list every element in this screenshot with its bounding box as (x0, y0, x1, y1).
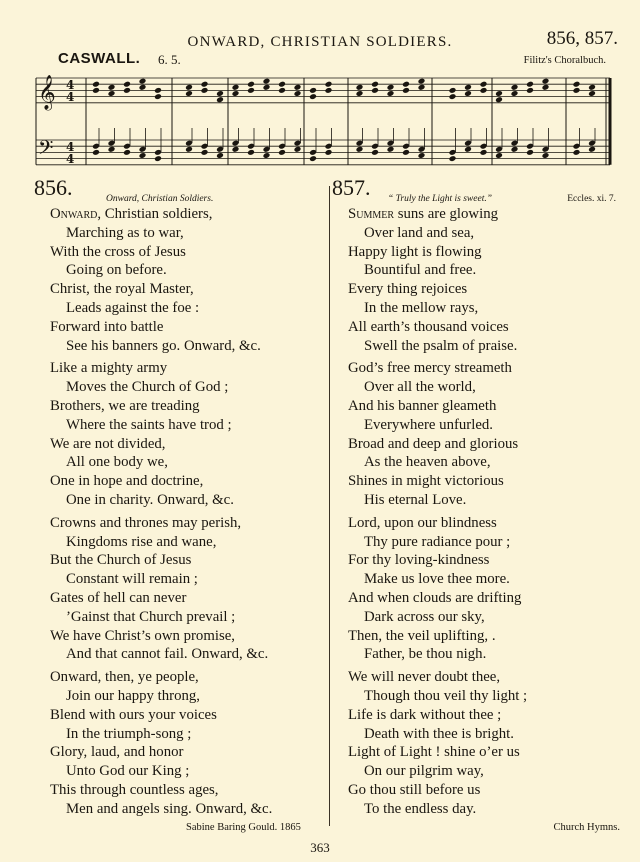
verse-line: Unto God our King ; (66, 763, 190, 780)
note-head (356, 90, 364, 97)
note-head (387, 146, 395, 153)
note-head (573, 87, 581, 94)
note-head (92, 87, 100, 94)
clef-icon: 𝄢 (38, 136, 54, 164)
note-head (495, 152, 503, 159)
verse-line: Make us love thee more. (364, 571, 510, 588)
verse-line: Brothers, we are treading (50, 397, 200, 414)
note-head (402, 149, 410, 156)
verse-line: Every thing rejoices (348, 281, 468, 298)
verse-line: ’Gainst that Church prevail ; (66, 608, 236, 625)
note-head (278, 149, 286, 156)
verse-line: In the triumph-song ; (66, 725, 192, 742)
note-head (356, 84, 364, 91)
verse-line: God’s free mercy streameth (348, 360, 512, 377)
note-head (480, 149, 488, 156)
hymn-subtitle: “ Truly the Light is sweet.” (388, 194, 492, 204)
note-head (92, 149, 100, 156)
note-head (123, 149, 131, 156)
verse-line: With the cross of Jesus (50, 243, 186, 260)
note-head (309, 87, 317, 94)
verse-line: Death with thee is bright. (364, 725, 514, 742)
note-head (185, 90, 193, 97)
note-head (216, 90, 224, 97)
note-head (294, 84, 302, 91)
verse-line: One in charity. Onward, &c. (66, 491, 234, 508)
note-head (139, 152, 147, 159)
note-head (263, 78, 271, 85)
note-head (123, 81, 131, 88)
tune-source: Filitz's Choralbuch. (523, 55, 606, 66)
music-score (30, 66, 620, 176)
note-head (511, 84, 519, 91)
note-head (201, 81, 209, 88)
verse-line: His eternal Love. (364, 491, 467, 508)
scripture-reference: Eccles. xi. 7. (567, 194, 616, 204)
note-head (294, 90, 302, 97)
verse-line: This through countless ages, (50, 781, 219, 798)
note-head (92, 81, 100, 88)
note-head (402, 87, 410, 94)
note-head (526, 87, 534, 94)
hymn-number: 856. (34, 175, 73, 200)
note-head (108, 146, 116, 153)
note-head (418, 78, 426, 85)
note-head (526, 81, 534, 88)
note-head (371, 149, 379, 156)
note-head (309, 155, 317, 162)
verse-line: Christ, the royal Master, (50, 281, 194, 298)
note-head (387, 84, 395, 91)
column-divider (329, 186, 330, 826)
verse-line: Forward into battle (50, 318, 164, 335)
page-header-hymn-numbers: 856, 857. (546, 28, 618, 49)
note-head (449, 87, 457, 94)
note-head (449, 93, 457, 100)
note-head (294, 146, 302, 153)
verse-line: Where the saints have trod ; (66, 416, 232, 433)
verse-line: Though thou veil thy light ; (364, 687, 528, 704)
verse-line: Life is dark without thee ; (348, 706, 502, 723)
verse-line: All one body we, (66, 454, 168, 471)
note-head (154, 87, 162, 94)
hymn-856 (34, 175, 326, 823)
note-head (588, 84, 596, 91)
verse-line-rest: Christian soldiers, (101, 206, 213, 222)
verse-line: Marching as to war, (66, 224, 184, 241)
note-head (139, 84, 147, 91)
verse-line: And when clouds are drifting (348, 589, 522, 606)
verse-line: Bountiful and free. (364, 262, 477, 279)
note-head (387, 90, 395, 97)
stanza (332, 514, 632, 664)
note-head (542, 84, 550, 91)
verse-line: For thy loving-kindness (348, 552, 490, 569)
verse-line: Thy pure radiance pour ; (364, 533, 511, 550)
verse-line: Go thou still before us (348, 781, 481, 798)
note-head (480, 87, 488, 94)
verse-line: Moves the Church of God ; (66, 379, 229, 396)
note-head (216, 152, 224, 159)
note-head (139, 78, 147, 85)
tune-meter: 6. 5. (158, 52, 181, 67)
note-head (154, 93, 162, 100)
note-head (371, 81, 379, 88)
note-head (232, 84, 240, 91)
note-head (511, 90, 519, 97)
verse-line: Lord, upon our blindness (348, 514, 497, 531)
verse-line: One in hope and doctrine, (50, 473, 204, 490)
verse-line: Going on before. (66, 262, 167, 279)
note-head (154, 155, 162, 162)
time-signature: 4 (66, 140, 75, 154)
note-head (232, 146, 240, 153)
time-signature: 4 (66, 78, 75, 92)
note-head (464, 146, 472, 153)
note-head (495, 90, 503, 97)
verse-line: Light of Light ! shine o’er us (348, 744, 520, 761)
stanza (34, 205, 326, 355)
verse-line: And his banner gleameth (348, 397, 497, 414)
first-word: Summer (348, 206, 395, 222)
note-head (371, 87, 379, 94)
note-head (418, 152, 426, 159)
stanza (332, 359, 632, 509)
note-head (263, 84, 271, 91)
note-head (588, 90, 596, 97)
first-word: Onward, (50, 206, 102, 222)
verse-line: Everywhere unfurled. (364, 416, 494, 433)
tune-name: CASWALL. (58, 50, 141, 67)
time-signature: 4 (66, 152, 75, 166)
note-head (325, 87, 333, 94)
verse-line: Onward, then, ye people, (50, 669, 199, 686)
page-header-title: ONWARD, CHRISTIAN SOLDIERS. (187, 34, 453, 50)
verse-line: To the endless day. (364, 800, 477, 817)
note-head (263, 152, 271, 159)
verse-line: Men and angels sing. Onward, &c. (66, 800, 273, 817)
note-head (449, 155, 457, 162)
note-head (108, 90, 116, 97)
note-head (185, 84, 193, 91)
stanza (34, 359, 326, 509)
note-head (325, 149, 333, 156)
verse-line: On our pilgrim way, (364, 763, 484, 780)
verse-line: All earth’s thousand voices (348, 318, 509, 335)
verse-line: See his banners go. Onward, &c. (66, 337, 261, 354)
verse-line: Like a mighty army (50, 360, 168, 377)
verse-line: Over land and sea, (364, 224, 475, 241)
hymn-text (332, 205, 632, 819)
note-head (278, 81, 286, 88)
note-head (542, 152, 550, 159)
verse-line: We have Christ’s own promise, (50, 627, 235, 644)
verse-line: Shines in might victorious (348, 473, 504, 490)
verse-line: Father, be thou nigh. (364, 646, 487, 663)
clef-icon: 𝄞 (38, 75, 56, 110)
hymn-subtitle: Onward, Christian Soldiers. (106, 194, 214, 204)
note-head (309, 93, 317, 100)
stanza (34, 668, 326, 818)
verse-line: Glory, laud, and honor (50, 744, 184, 761)
note-head (216, 96, 224, 103)
hymn-857 (332, 175, 632, 823)
verse-line: Dark across our sky, (364, 608, 485, 625)
note-head (201, 87, 209, 94)
verse-line: Join our happy throng, (66, 687, 200, 704)
note-head (123, 87, 131, 94)
verse-line: Over all the world, (364, 379, 476, 396)
verse-line: We are not divided, (50, 435, 166, 452)
note-head (511, 146, 519, 153)
verse-line: Gates of hell can never (50, 589, 187, 606)
note-head (201, 149, 209, 156)
note-head (325, 81, 333, 88)
stanza (332, 205, 632, 355)
note-head (526, 149, 534, 156)
verse-line: In the mellow rays, (364, 299, 479, 316)
note-head (232, 90, 240, 97)
hymn-text (34, 205, 326, 819)
verse-line: But the Church of Jesus (50, 552, 192, 569)
note-head (278, 87, 286, 94)
verse-line: Swell the psalm of praise. (364, 337, 518, 354)
verse-line: Leads against the foe : (66, 299, 200, 316)
page-number: 363 (310, 840, 330, 855)
verse-line: Crowns and thrones may perish, (50, 514, 242, 531)
note-head (464, 90, 472, 97)
stanza (332, 668, 632, 818)
hymn-source: Church Hymns. (553, 822, 620, 833)
note-head (573, 81, 581, 88)
hymn-author: Sabine Baring Gould. 1865 (186, 822, 301, 833)
verse-line: Happy light is flowing (348, 243, 482, 260)
verse-line: We will never doubt thee, (348, 669, 501, 686)
note-head (402, 81, 410, 88)
note-head (495, 96, 503, 103)
note-head (185, 146, 193, 153)
note-head (356, 146, 364, 153)
note-head (542, 78, 550, 85)
verse-line: Constant will remain ; (66, 571, 198, 588)
note-head (573, 149, 581, 156)
note-head (480, 81, 488, 88)
verse-line: As the heaven above, (364, 454, 491, 471)
verse-line-rest: suns are glowing (394, 206, 498, 222)
verse-line: Blend with ours your voices (50, 706, 217, 723)
note-head (247, 149, 255, 156)
verse-line: Kingdoms rise and wane, (66, 533, 217, 550)
note-head (418, 84, 426, 91)
note-head (588, 146, 596, 153)
verse-line: And that cannot fail. Onward, &c. (66, 646, 269, 663)
verse-line: Broad and deep and glorious (348, 435, 519, 452)
note-head (108, 84, 116, 91)
verse-line: Then, the veil uplifting, . (348, 627, 496, 644)
time-signature: 4 (66, 90, 75, 104)
hymn-number: 857. (332, 175, 371, 200)
note-head (247, 87, 255, 94)
stanza (34, 514, 326, 664)
note-head (247, 81, 255, 88)
note-head (464, 84, 472, 91)
